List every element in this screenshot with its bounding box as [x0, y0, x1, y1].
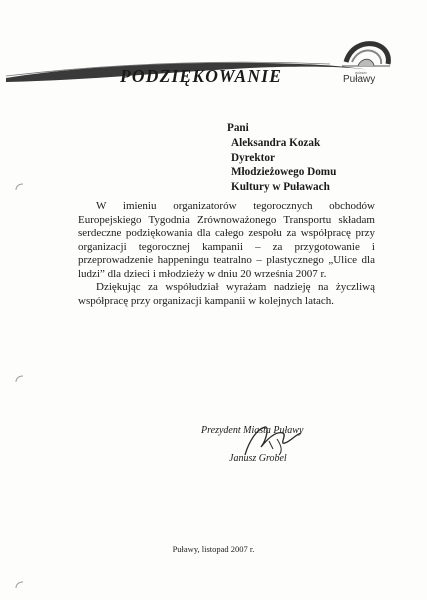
punch-hole-mark-icon — [14, 374, 26, 386]
signatory-name: Janusz Grobel — [229, 453, 287, 464]
place-date: Puławy, listopad 2007 r. — [172, 544, 255, 554]
recipient-name: Aleksandra Kozak — [231, 136, 321, 149]
body-paragraph-2: Dziękując za współudział wyrażam nadzieję na życzliwą współpracę przy organizacji kampanii w kolejnych latach. — [78, 281, 375, 307]
letter-body — [78, 200, 375, 308]
recipient-address — [202, 121, 336, 195]
page-title: PODZIĘKOWANIE — [120, 66, 283, 86]
logo-city-name: Puławy — [343, 74, 376, 85]
recipient-institution-line1: Młodzieżowego Domu — [231, 166, 337, 179]
recipient-institution-line2: Kultury w Puławach — [231, 181, 330, 194]
recipient-position: Dyrektor — [231, 151, 275, 164]
recipient-salutation: Pani — [227, 122, 249, 134]
logo-tagline: miasto — [355, 70, 367, 75]
city-logo — [336, 36, 396, 90]
punch-hole-mark-icon — [14, 580, 26, 592]
signatory-role: Prezydent Miasta Puławy — [201, 425, 304, 436]
signature-block — [201, 425, 351, 470]
punch-hole-mark-icon — [14, 182, 26, 194]
body-paragraph-1: W imieniu organizatorów tegorocznych obchodów Europejskiego Tygodnia Zrównoważonego Transportu składam serdeczne podziękowania dla całego zespołu za współpracę przy organizacji tegorocznej kampanii – za przygotowanie i przeprowadzenie happeningu teatralno – plastycznego „Ulice dla ludzi” dla dzieci i młodzieży w dniu 20 września 2007 r. — [78, 200, 375, 280]
